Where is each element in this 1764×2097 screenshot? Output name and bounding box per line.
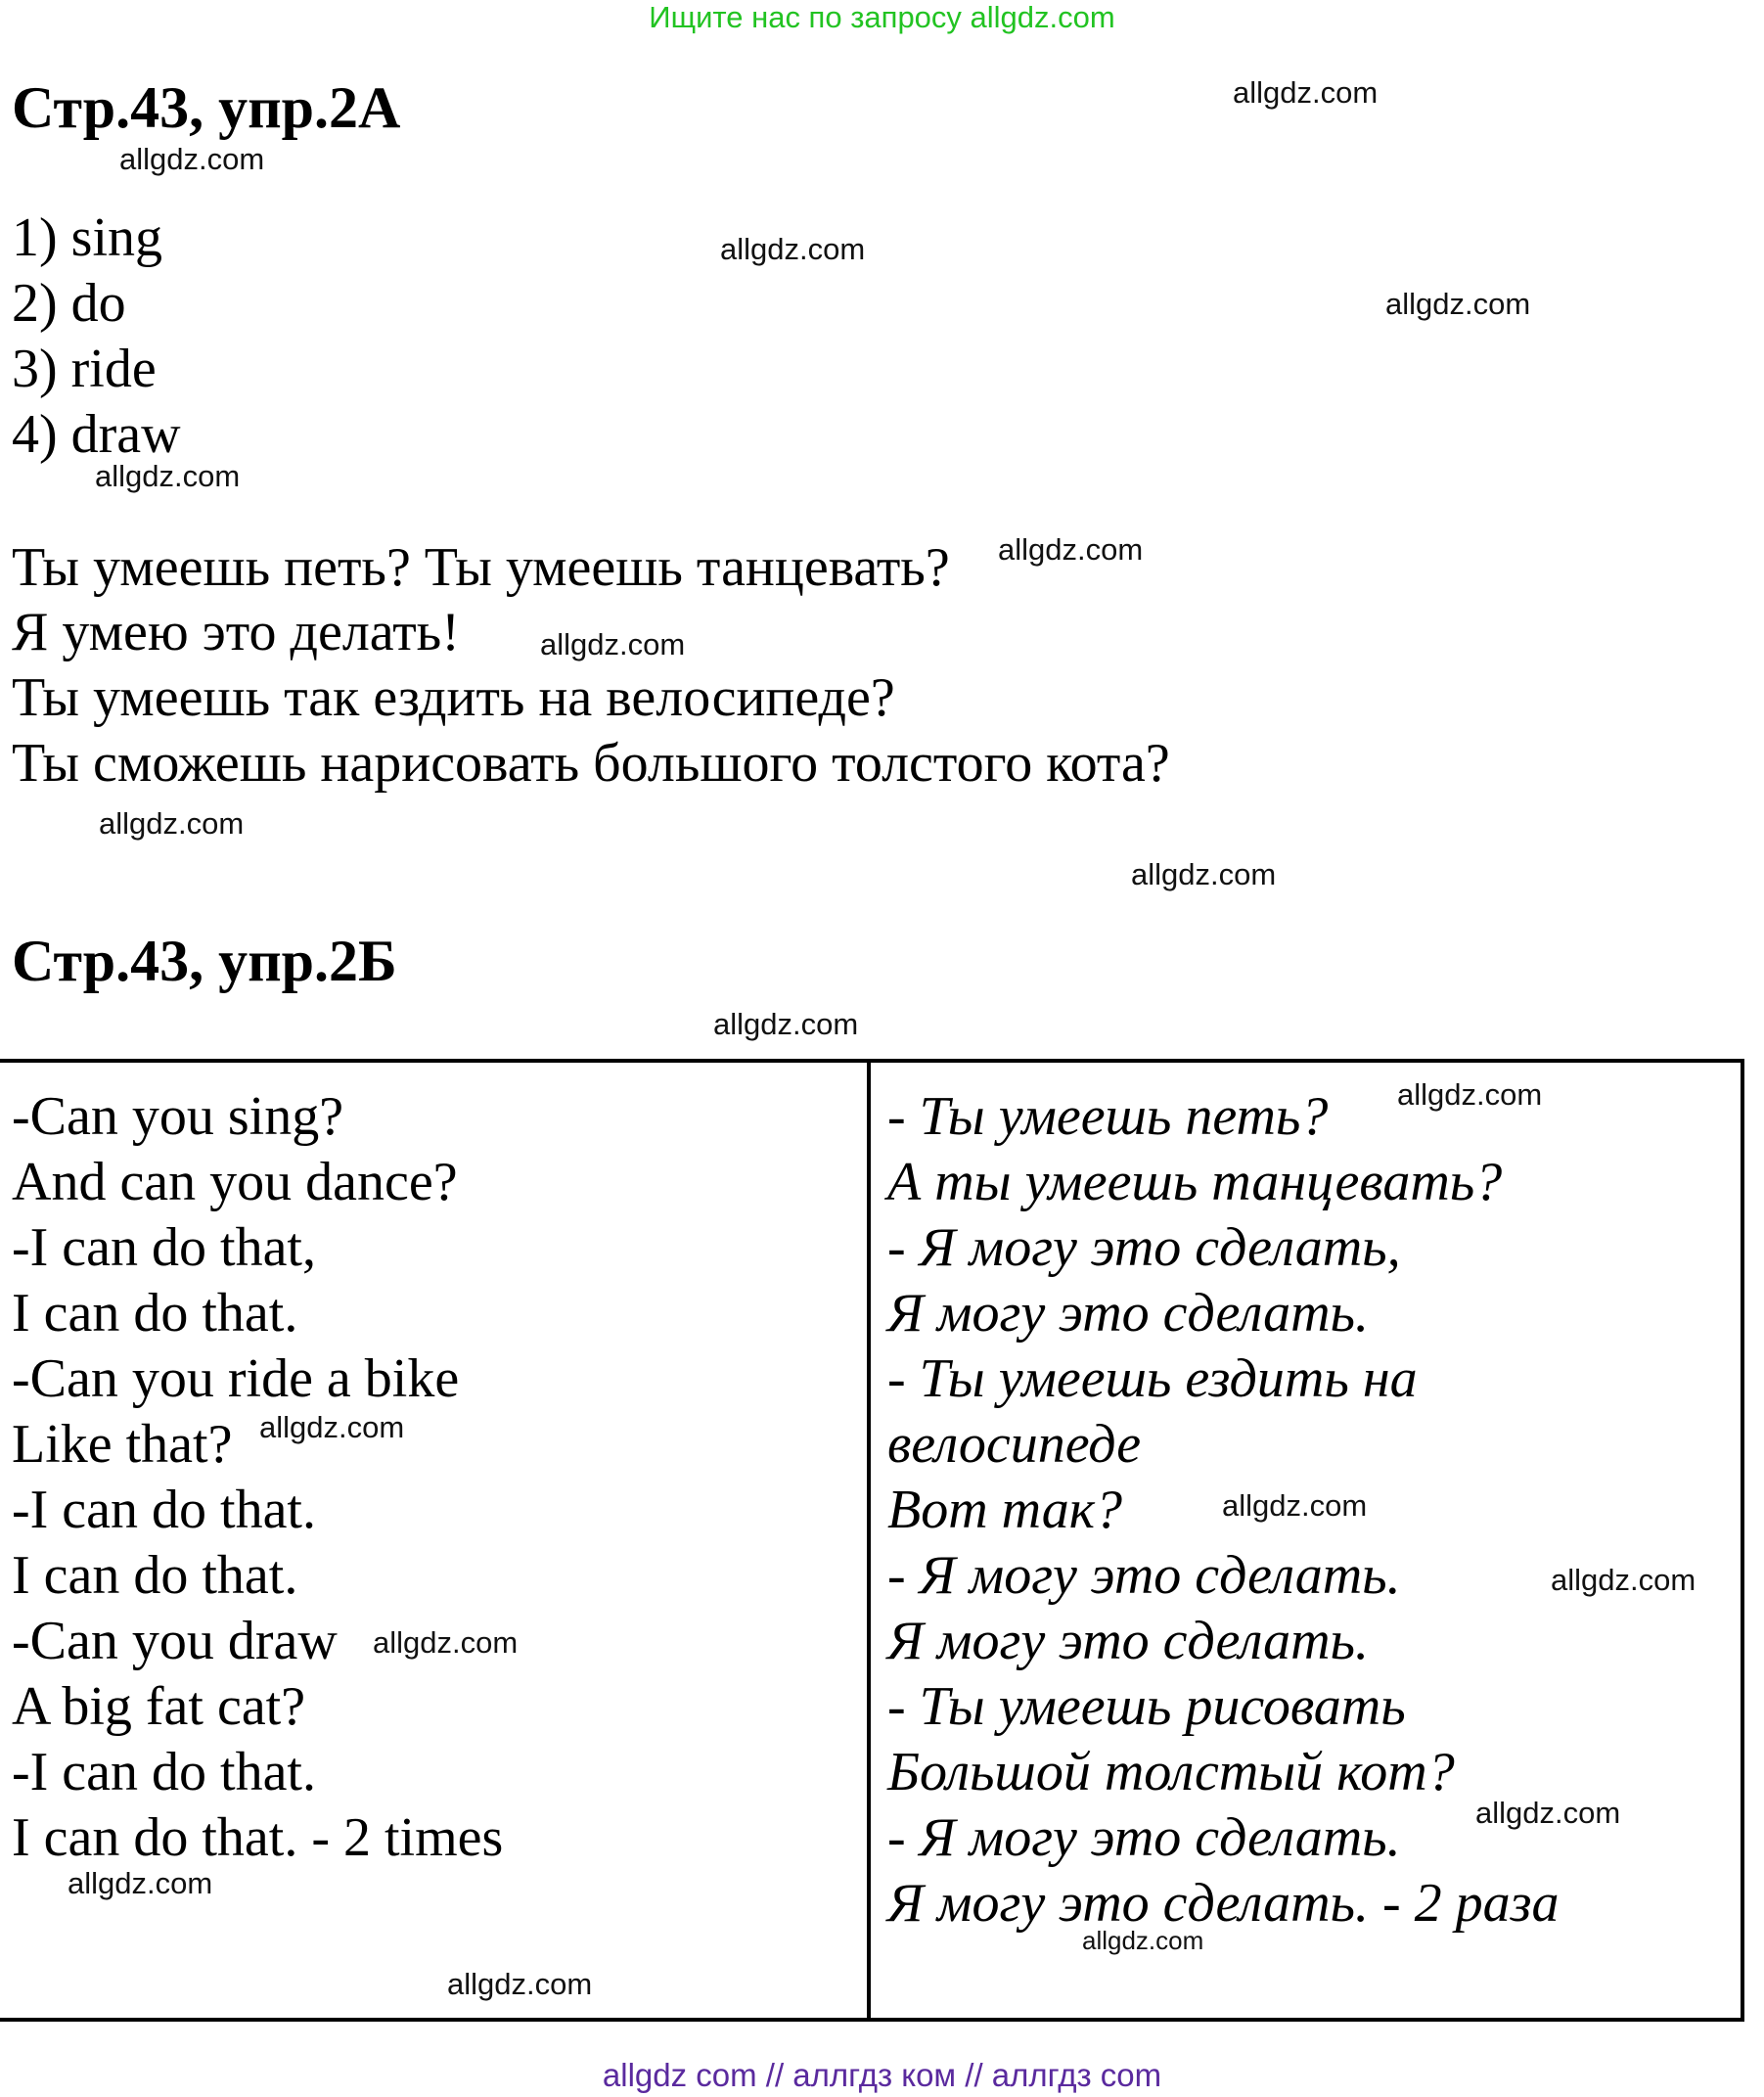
english-line: Like that? bbox=[12, 1414, 233, 1475]
russian-line: Я могу это сделать. bbox=[887, 1283, 1369, 1344]
footer: allgdz com // аллгдз ком // аллгдз com bbox=[602, 2057, 1162, 2093]
russian-line: - Ты умеешь рисовать bbox=[887, 1676, 1406, 1737]
russian-line: Я могу это сделать. - 2 раза bbox=[887, 1873, 1560, 1934]
list-item: 3) ride bbox=[12, 339, 157, 399]
russian-line: - Я могу это сделать, bbox=[887, 1217, 1401, 1278]
top-banner: Ищите нас по запросу allgdz.com bbox=[649, 0, 1115, 34]
russian-line: Я могу это сделать. bbox=[887, 1611, 1369, 1671]
watermark: allgdz.com bbox=[1131, 857, 1277, 891]
watermark: allgdz.com bbox=[713, 1007, 859, 1041]
english-line: I can do that. bbox=[12, 1283, 298, 1344]
watermark: allgdz.com bbox=[1233, 75, 1379, 110]
watermark: allgdz.com bbox=[1082, 1926, 1204, 1955]
watermark: allgdz.com bbox=[1475, 1796, 1621, 1830]
russian-line: Вот так? bbox=[887, 1480, 1122, 1540]
english-line: A big fat cat? bbox=[12, 1676, 306, 1737]
watermark: allgdz.com bbox=[259, 1410, 405, 1444]
english-line: -I can do that, bbox=[12, 1217, 316, 1278]
list-item: 4) draw bbox=[12, 404, 181, 465]
watermark: allgdz.com bbox=[998, 532, 1144, 567]
watermark: allgdz.com bbox=[447, 1967, 593, 2001]
russian-line: - Я могу это сделать. bbox=[887, 1807, 1401, 1868]
translation-line: Я умею это делать! bbox=[12, 602, 460, 662]
russian-line: велосипеде bbox=[887, 1414, 1142, 1475]
translation-line: Ты сможешь нарисовать большого толстого кота? bbox=[12, 733, 1170, 794]
watermark: allgdz.com bbox=[540, 627, 686, 661]
english-line: And can you dance? bbox=[12, 1152, 458, 1212]
watermark: allgdz.com bbox=[95, 459, 241, 493]
english-line: -I can do that. bbox=[12, 1480, 316, 1540]
russian-line: - Ты умеешь петь? bbox=[887, 1086, 1329, 1147]
english-line: -I can do that. bbox=[12, 1742, 316, 1802]
list-item: 2) do bbox=[12, 273, 126, 334]
russian-line: А ты умеешь танцевать? bbox=[887, 1152, 1503, 1212]
russian-line: - Я могу это сделать. bbox=[887, 1545, 1401, 1606]
table-divider bbox=[867, 1059, 871, 2022]
russian-line: Большой толстый кот? bbox=[887, 1742, 1455, 1802]
translation-line: Ты умеешь петь? Ты умеешь танцевать? bbox=[12, 537, 950, 598]
english-line: -Can you ride a bike bbox=[12, 1348, 460, 1409]
english-line: -Can you sing? bbox=[12, 1086, 344, 1147]
watermark: allgdz.com bbox=[1222, 1488, 1368, 1523]
section-a-heading: Стр.43, упр.2А bbox=[12, 75, 401, 140]
watermark: allgdz.com bbox=[373, 1625, 519, 1660]
watermark: allgdz.com bbox=[1385, 287, 1531, 321]
english-line: I can do that. - 2 times bbox=[12, 1807, 504, 1868]
watermark: allgdz.com bbox=[1397, 1077, 1543, 1112]
watermark: allgdz.com bbox=[68, 1866, 213, 1900]
watermark: allgdz.com bbox=[720, 232, 866, 266]
english-line: I can do that. bbox=[12, 1545, 298, 1606]
watermark: allgdz.com bbox=[1551, 1563, 1696, 1597]
watermark: allgdz.com bbox=[99, 806, 245, 841]
russian-line: - Ты умеешь ездить на bbox=[887, 1348, 1418, 1409]
translation-line: Ты умеешь так ездить на велосипеде? bbox=[12, 667, 895, 728]
watermark: allgdz.com bbox=[119, 142, 265, 176]
section-b-heading: Стр.43, упр.2Б bbox=[12, 929, 397, 993]
english-line: -Can you draw bbox=[12, 1611, 338, 1671]
list-item: 1) sing bbox=[12, 207, 162, 268]
